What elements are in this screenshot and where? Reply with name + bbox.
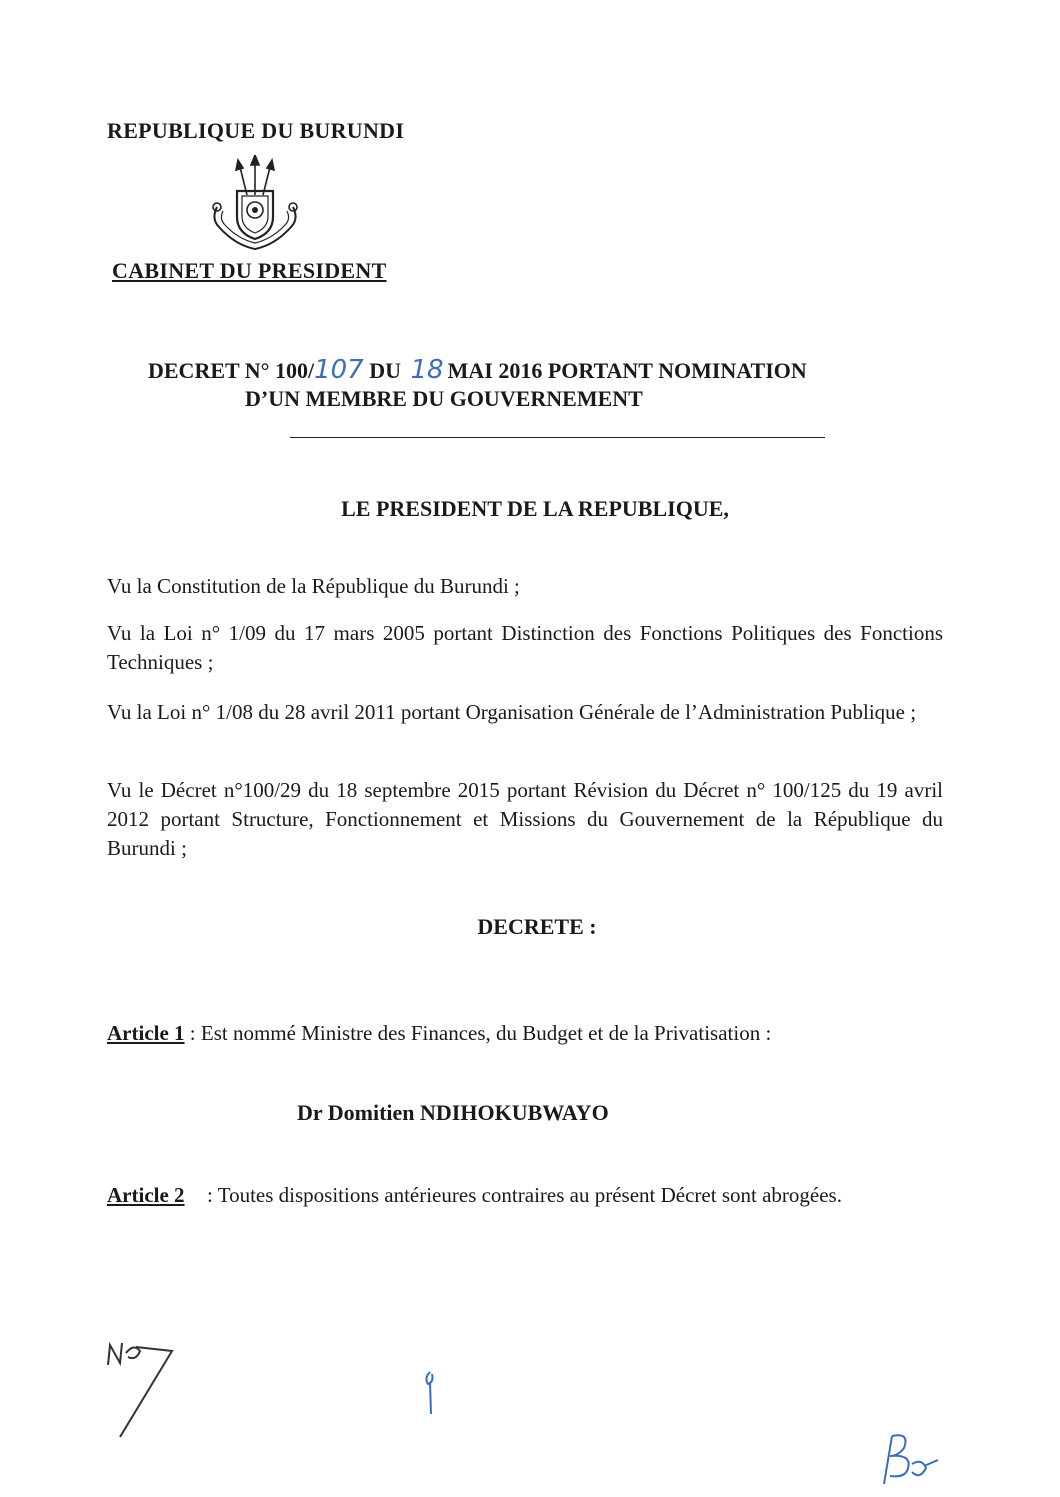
president-heading: LE PRESIDENT DE LA REPUBLIQUE, xyxy=(341,496,729,521)
handwritten-decree-number: 107 xyxy=(314,355,364,385)
nominee-name: Dr Domitien NDIHOKUBWAYO xyxy=(297,1100,609,1125)
decrete-heading: DECRETE : xyxy=(477,914,597,939)
decree-number-prefix: DECRET N° 100/ xyxy=(148,358,315,383)
country-heading: REPUBLIQUE DU BURUNDI xyxy=(107,118,405,143)
handwritten-decree-day: 18 xyxy=(410,355,444,385)
decree-du: DU xyxy=(369,358,402,383)
article-1-text: : Est nommé Ministre des Finances, du Budget et de la Privatisation : xyxy=(189,1021,772,1045)
handwritten-paraph-right xyxy=(878,1428,948,1488)
handwritten-mark-center xyxy=(420,1368,440,1418)
coat-of-arms-emblem xyxy=(205,155,305,260)
article-1-label: Article 1 xyxy=(107,1021,185,1045)
decree-date-rest: MAI 2016 PORTANT NOMINATION xyxy=(447,358,807,383)
handwritten-initials-left xyxy=(100,1335,190,1445)
consideration-loi-1-08: Vu la Loi n° 1/08 du 28 avril 2011 portant Organisation Générale de l’Administration Publique ; xyxy=(107,700,917,724)
title-divider xyxy=(290,437,825,438)
decree-title-line-2: D’UN MEMBRE DU GOUVERNEMENT xyxy=(245,386,643,411)
consideration-constitution: Vu la Constitution de la République du Burundi ; xyxy=(107,574,520,598)
decree-title-line-1 xyxy=(148,355,807,385)
cabinet-heading: CABINET DU PRESIDENT xyxy=(112,258,387,283)
article-2-label: Article 2 xyxy=(107,1183,185,1207)
article-2-text: : Toutes dispositions antérieures contraires au présent Décret sont abrogées. xyxy=(207,1183,842,1207)
consideration-decret-100-29: Vu le Décret n°100/29 du 18 septembre 2015 portant Révision du Décret n° 100/125 du 19 avril 2012 portant Structure, Fonctionnement et Missions du Gouvernement de la République du Burundi ; xyxy=(107,778,943,860)
article-1 xyxy=(107,1019,943,1048)
consideration-loi-1-09: Vu la Loi n° 1/09 du 17 mars 2005 portant Distinction des Fonctions Politiques des Fonctions Techniques ; xyxy=(107,621,943,674)
